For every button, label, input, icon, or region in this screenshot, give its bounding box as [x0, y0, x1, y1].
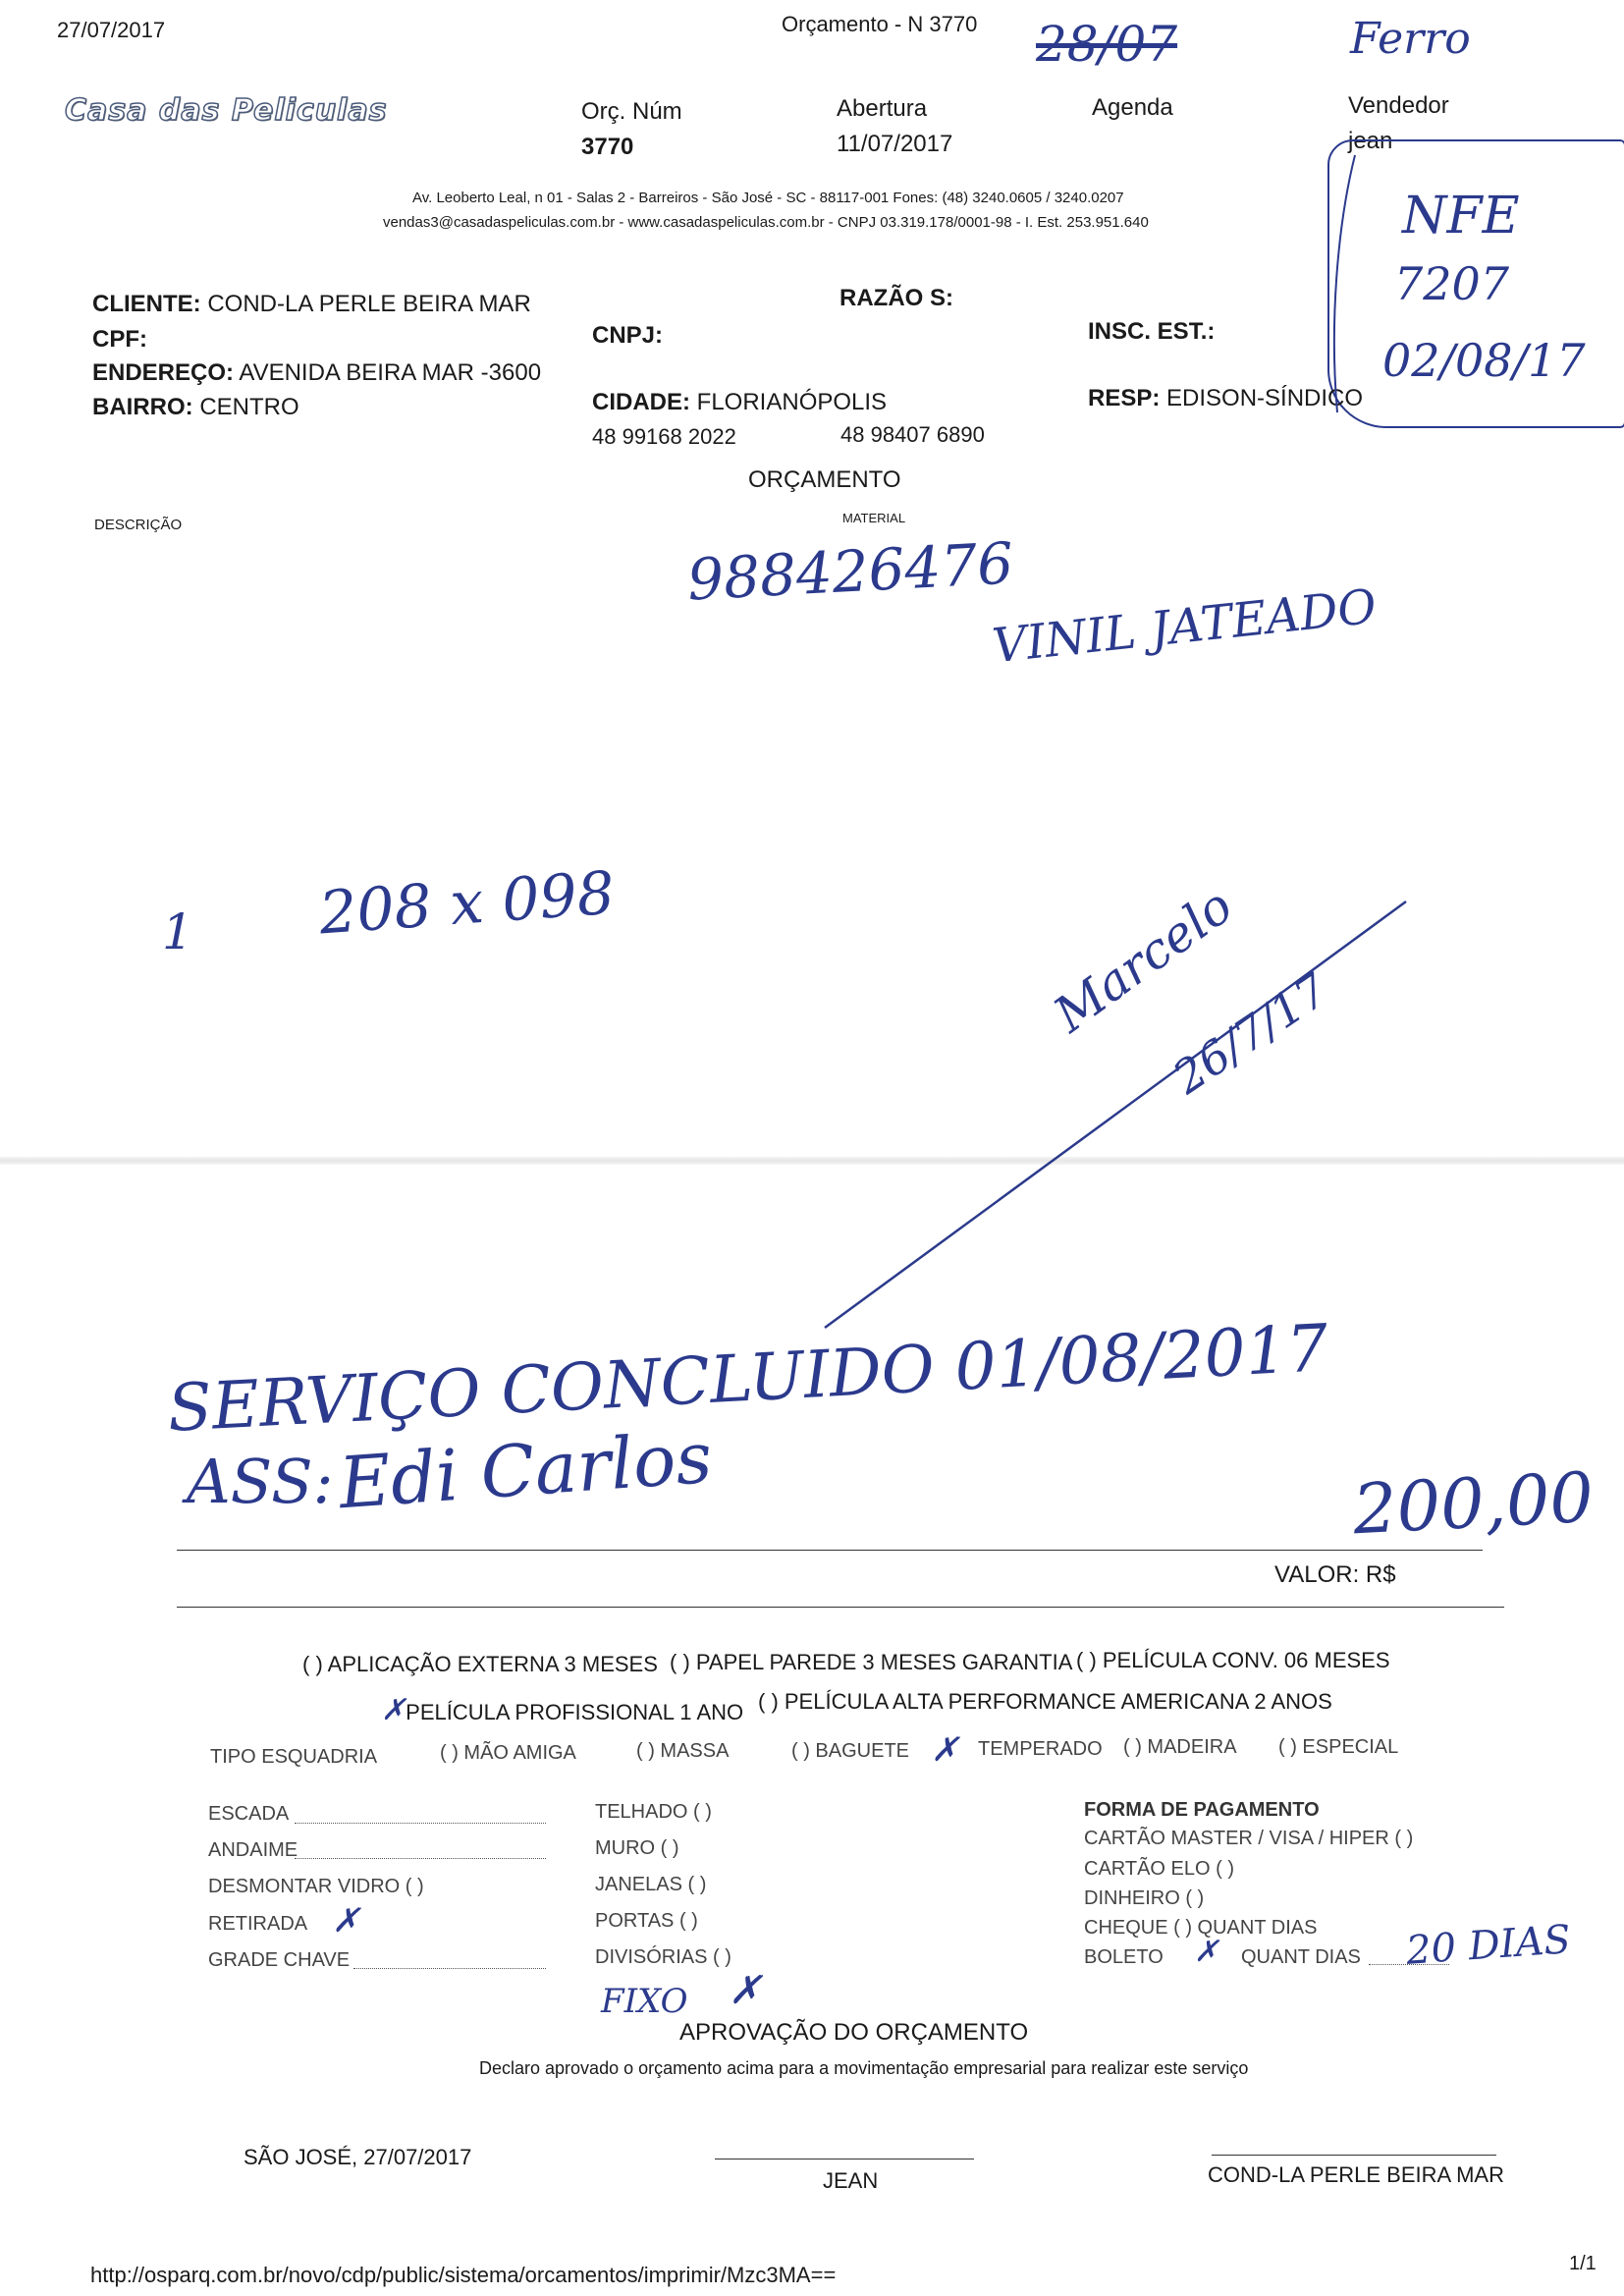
cpf-label: CPF: [92, 326, 147, 353]
hw-top-note: Ferro [1350, 14, 1471, 64]
col1-escada: ESCADA [208, 1803, 290, 1825]
company-contact: vendas3@casadaspeliculas.com.br - www.casadaspeliculas.com.br - CNPJ 03.319.178/0001-98 - I. Est. 253.951.640 [383, 214, 1149, 231]
company-logo: Casa das Peliculas [65, 93, 388, 128]
payment-dinheiro[interactable]: DINHEIRO ( ) [1084, 1887, 1205, 1909]
payment-boleto[interactable]: BOLETO [1084, 1946, 1164, 1968]
abertura-label: Abertura [837, 95, 928, 122]
fixo-check-icon: ✗ [729, 1968, 762, 2013]
esquadria-baguete[interactable]: ( ) BAGUETE [791, 1740, 910, 1762]
hw-sign-name: Marcelo [1043, 876, 1243, 1044]
option-pelicula-profissional[interactable] [381, 1693, 743, 1727]
retirada-check-icon: ✗ [332, 1901, 360, 1941]
col2-portas[interactable]: PORTAS ( ) [595, 1910, 698, 1932]
orc-num-label: Orç. Núm [581, 98, 682, 125]
col2-janelas[interactable]: JANELAS ( ) [595, 1874, 707, 1895]
hw-quantity: 1 [162, 903, 193, 960]
hw-service-done: SERVIÇO CONCLUIDO 01/08/2017 [165, 1310, 1330, 1447]
col1-andaime: ANDAIME [208, 1839, 298, 1861]
cidade-value: FLORIANÓPOLIS [696, 389, 888, 415]
orc-num-value: 3770 [581, 134, 634, 160]
page-number: 1/1 [1569, 2253, 1597, 2274]
payment-cartao-master[interactable]: CARTÃO MASTER / VISA / HIPER ( ) [1084, 1828, 1414, 1849]
hw-top-date: 28/07 [1036, 16, 1178, 73]
boleto-quant-dias: QUANT DIAS [1241, 1946, 1361, 1968]
hw-ass-label: ASS: [187, 1446, 334, 1517]
col1-retirada[interactable]: RETIRADA [208, 1913, 308, 1935]
hw-ass-signature: Edi Carlos [336, 1415, 715, 1525]
grade-chave-line [353, 1968, 546, 1969]
endereco-value: AVENIDA BEIRA MAR -3600 [239, 359, 542, 386]
value-line [177, 1550, 1483, 1551]
insc-label: INSC. EST.: [1088, 318, 1216, 345]
hw-value: 200,00 [1351, 1456, 1596, 1551]
hw-nfe-num: 7207 [1394, 257, 1510, 310]
resp-value: EDISON-SÍNDICO [1166, 385, 1364, 411]
esquadria-especial[interactable]: ( ) ESPECIAL [1278, 1736, 1399, 1758]
vendedor-label: Vendedor [1348, 92, 1449, 119]
approval-title: APROVAÇÃO DO ORÇAMENTO [679, 2019, 1029, 2046]
valor-divider [177, 1607, 1504, 1608]
cidade-label: CIDADE: [592, 389, 690, 415]
cnpj-label: CNPJ: [592, 322, 664, 349]
endereco-label: ENDEREÇO: [92, 359, 235, 386]
check-mark-icon: ✗ [381, 1693, 406, 1727]
razao-label: RAZÃO S: [839, 285, 953, 311]
payment-title: FORMA DE PAGAMENTO [1084, 1799, 1320, 1821]
hw-dimensions: 208 x 098 [316, 858, 618, 949]
col2-muro[interactable]: MURO ( ) [595, 1837, 679, 1859]
esquadria-massa[interactable]: ( ) MASSA [636, 1740, 730, 1762]
payment-cartao-elo[interactable]: CARTÃO ELO ( ) [1084, 1858, 1234, 1880]
company-address: Av. Leoberto Leal, n 01 - Salas 2 - Barreiros - São José - SC - 88117-001 Fones: (48) 3240.0605 / 3240.0207 [412, 190, 1124, 206]
phone-1: 48 99168 2022 [592, 424, 736, 449]
phone-2: 48 98407 6890 [840, 422, 985, 447]
esquadria-temperado[interactable]: TEMPERADO [978, 1738, 1103, 1760]
approval-sig1: JEAN [823, 2168, 879, 2193]
valor-label: VALOR: R$ [1274, 1561, 1396, 1588]
option-papel-parede[interactable]: ( ) PAPEL PAREDE 3 MESES GARANTIA [670, 1650, 1073, 1674]
approval-place-date: SÃO JOSÉ, 27/07/2017 [244, 2145, 472, 2169]
hw-boleto-days: 20 DIAS [1404, 1917, 1573, 1974]
payment-cheque[interactable]: CHEQUE ( ) QUANT DIAS [1084, 1917, 1318, 1939]
cliente-value: COND-LA PERLE BEIRA MAR [207, 291, 531, 317]
resp-label: RESP: [1088, 385, 1161, 411]
escada-line [295, 1823, 546, 1824]
bairro-label: BAIRRO: [92, 394, 193, 420]
col1-desmontar-vidro[interactable]: DESMONTAR VIDRO ( ) [208, 1876, 424, 1897]
hw-nfe: NFE [1402, 187, 1520, 246]
esquadria-mao-amiga[interactable]: ( ) MÃO AMIGA [440, 1742, 576, 1764]
hw-sign-date: 26/7/17 [1163, 962, 1338, 1105]
col2-telhado[interactable]: TELHADO ( ) [595, 1801, 712, 1823]
approval-text: Declaro aprovado o orçamento acima para a movimentação empresarial para realizar este serviço [479, 2058, 1249, 2078]
option-pelicula-alta-performance[interactable]: ( ) PELÍCULA ALTA PERFORMANCE AMERICANA 2 ANOS [758, 1689, 1332, 1714]
temperado-check-icon: ✗ [931, 1730, 959, 1770]
esquadria-madeira[interactable]: ( ) MADEIRA [1123, 1736, 1237, 1758]
esquadria-label: TIPO ESQUADRIA [210, 1746, 378, 1768]
approval-sig2: COND-LA PERLE BEIRA MAR [1208, 2162, 1504, 2187]
vendedor-value: jean [1348, 128, 1393, 154]
descricao-label: DESCRIÇÃO [94, 517, 183, 533]
andaime-line [295, 1858, 546, 1859]
hw-material: VINIL JATEADO [990, 578, 1380, 675]
abertura-value: 11/07/2017 [837, 131, 953, 157]
print-date: 27/07/2017 [57, 18, 166, 42]
col2-divisorias[interactable]: DIVISÓRIAS ( ) [595, 1946, 731, 1968]
hw-nfe-date: 02/08/17 [1382, 334, 1586, 387]
footer-url: http://osparq.com.br/novo/cdp/public/sistema/orcamentos/imprimir/Mzc3MA== [90, 2263, 837, 2287]
agenda-label: Agenda [1092, 94, 1173, 121]
hw-fixo: FIXO [601, 1982, 688, 2021]
cliente-label: CLIENTE: [92, 291, 201, 317]
material-label: MATERIAL [842, 511, 906, 525]
bairro-value: CENTRO [199, 394, 299, 420]
orcamento-title: ORÇAMENTO [748, 466, 901, 493]
doc-title: Orçamento - N 3770 [782, 12, 978, 36]
option-pelicula-conv[interactable]: ( ) PELÍCULA CONV. 06 MESES [1076, 1648, 1390, 1672]
boleto-check-icon: ✗ [1194, 1935, 1219, 1969]
option-aplicacao-externa[interactable]: ( ) APLICAÇÃO EXTERNA 3 MESES [302, 1652, 658, 1676]
hw-phone: 988426476 [685, 529, 1015, 614]
col1-grade-chave: GRADE CHAVE [208, 1949, 351, 1971]
pelicula-profissional-label: PELÍCULA PROFISSIONAL 1 ANO [406, 1700, 744, 1724]
sig2-line [1212, 2155, 1496, 2156]
